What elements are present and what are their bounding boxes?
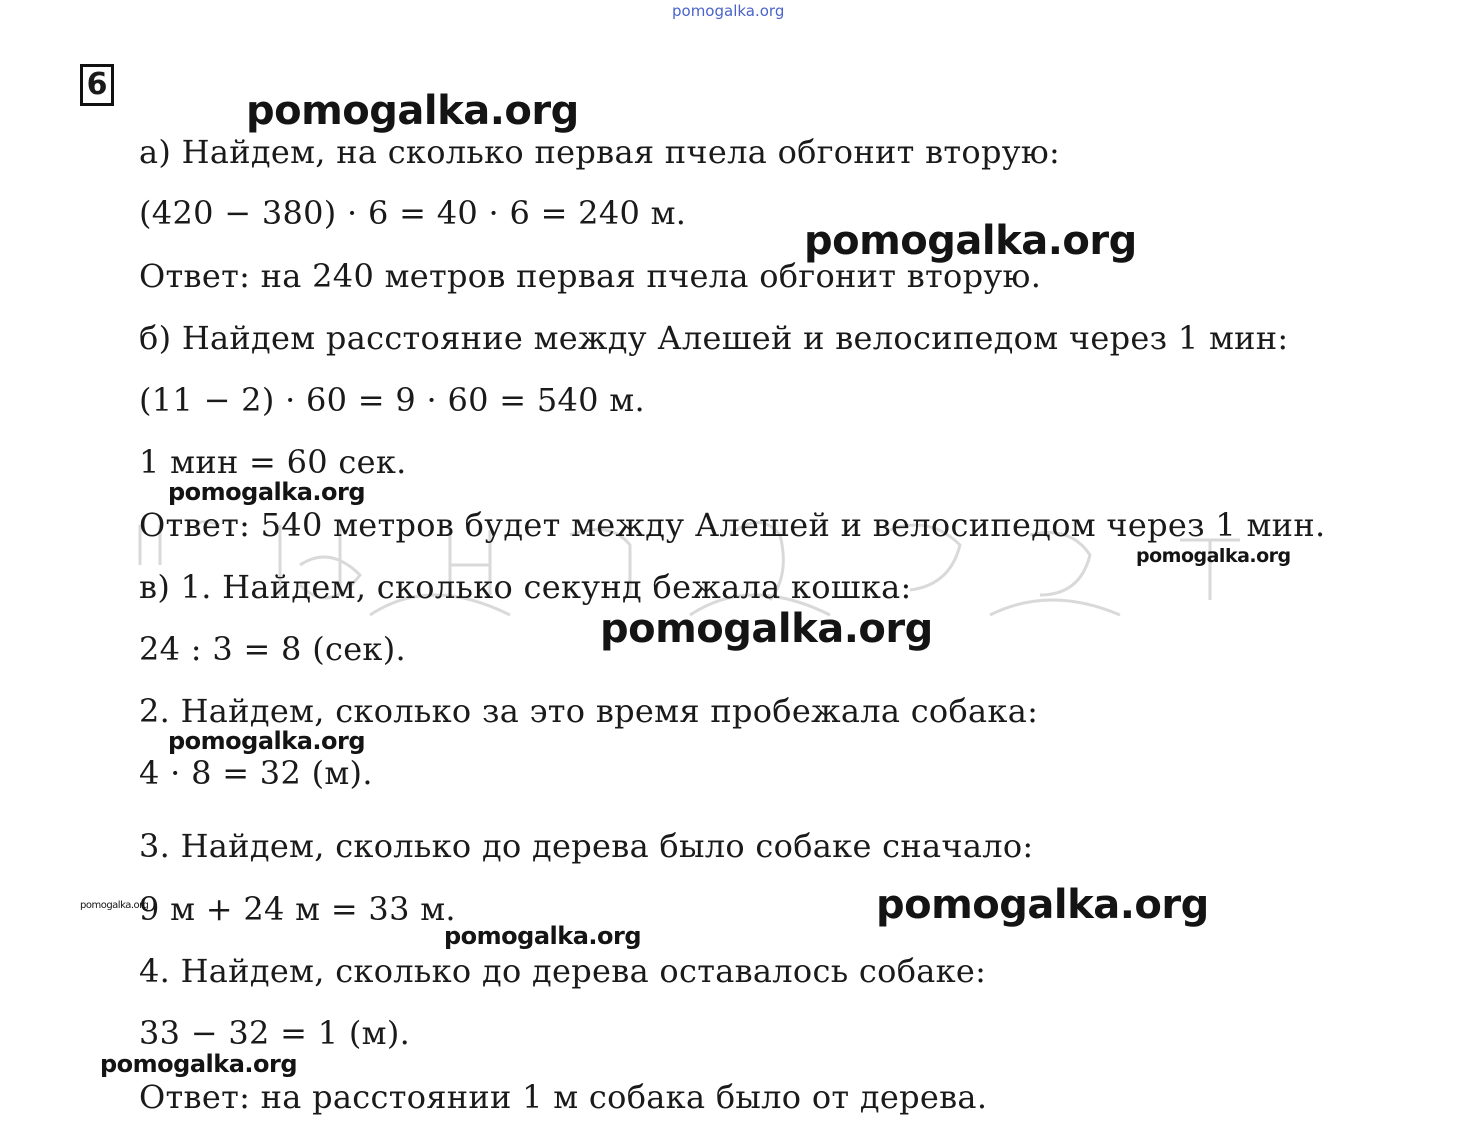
text-line-3: Ответ: на 240 метров первая пчела обгонит вторую. [139,257,1042,295]
watermark: pomogalka.org [100,1050,298,1078]
text-line-5: (11 − 2) · 60 = 9 · 60 = 540 м. [139,381,645,419]
watermark: pomogalka.org [246,88,579,134]
text-line-10: 2. Найдем, сколько за это время пробежала собака: [139,692,1039,730]
text-line-13: 9 м + 24 м = 33 м. [139,890,456,928]
text-line-4: б) Найдем расстояние между Алешей и велосипедом через 1 мин: [139,319,1289,357]
text-line-8: в) 1. Найдем, сколько секунд бежала кошка: [139,568,912,606]
text-line-2: (420 − 380) · 6 = 40 · 6 = 240 м. [139,194,687,232]
text-line-9: 24 : 3 = 8 (сек). [139,630,406,668]
watermark: pomogalka.org [168,478,366,506]
watermark: pomogalka.org [80,900,149,911]
text-line-14: 4. Найдем, сколько до дерева оставалось собаке: [139,952,987,990]
text-line-16: Ответ: на расстоянии 1 м собака было от дерева. [139,1078,988,1116]
text-line-12: 3. Найдем, сколько до дерева было собаке сначало: [139,827,1034,865]
text-line-7: Ответ: 540 метров будет между Алешей и велосипедом через 1 мин. [139,506,1326,544]
watermark: pomogalka.org [444,922,642,950]
text-line-15: 33 − 32 = 1 (м). [139,1014,411,1052]
watermark: pomogalka.org [876,882,1209,928]
watermark: pomogalka.org [1136,545,1291,567]
watermark: pomogalka.org [804,218,1137,264]
watermark: pomogalka.org [168,727,366,755]
watermark: pomogalka.org [600,606,933,652]
site-link[interactable]: pomogalka.org [672,2,785,20]
text-line-11: 4 · 8 = 32 (м). [139,754,373,792]
text-line-1: а) Найдем, на сколько первая пчела обгонит вторую: [139,133,1061,171]
text-line-6: 1 мин = 60 сек. [139,443,407,481]
task-number-box: 6 [80,64,114,106]
